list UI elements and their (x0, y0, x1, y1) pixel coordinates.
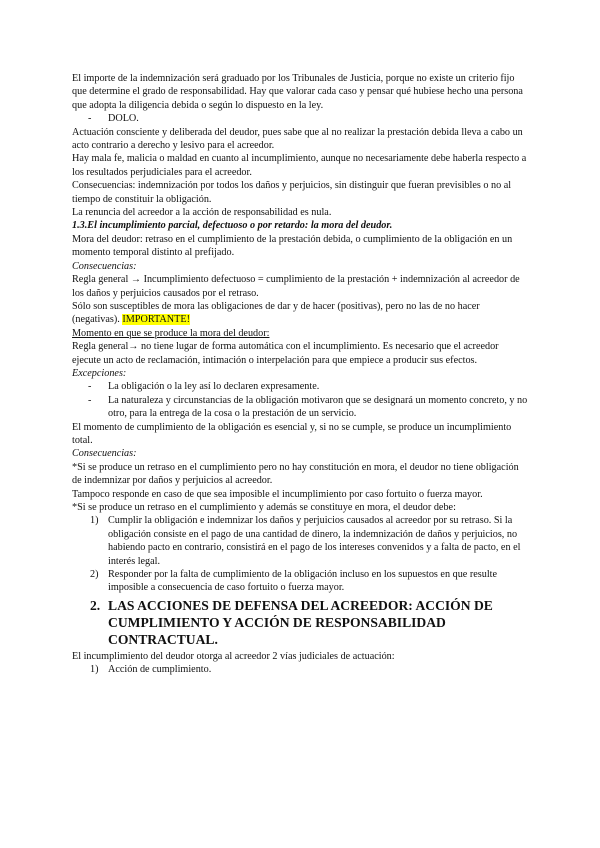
label-consecuencias-1: Consecuencias: (72, 260, 137, 272)
bullet-text: La naturaleza y circunstancias de la obligación motivaron que se designará un momento concreto, y no otro, para la entrega de la cosa o la prestación de un servicio. (108, 394, 528, 420)
bullet-text: DOLO. (108, 113, 139, 125)
numbered-item-3 (72, 663, 528, 676)
paragraph-regla-general-1: Regla general → Incumplimiento defectuoso = cumplimiento de la prestación + indemnización al acreedor de los daños y perjuicios causados por el retraso. (72, 274, 520, 299)
paragraph-tampoco: Tampoco responde en caso de que sea imposible el incumplimiento por caso fortuito o fuerza mayor. (72, 488, 483, 500)
paragraph-indemnizacion: El importe de la indemnización será graduado por los Tribunales de Justicia, porque no existe un criterio fijo que determine el grado de responsabilidad. Hay que valorar cada caso y pensar qué hubiese hecho una persona que adopta la diligencia debida o según lo dispuesto en la ley. (72, 73, 523, 111)
bullet-marker: - (88, 381, 92, 393)
numbered-item-1 (72, 514, 528, 568)
label-consecuencias-2: Consecuencias: (72, 448, 137, 460)
number-marker: 1) (90, 515, 99, 527)
heading-text: LAS ACCIONES DE DEFENSA DEL ACREEDOR: ACCIÓN DE CUMPLIMIENTO Y ACCIÓN DE RESPONSABILIDAD CONTRACTUAL. (108, 597, 493, 647)
bullet-marker: - (88, 113, 92, 125)
paragraph-regla-general-2: Regla general→ no tiene lugar de forma automática con el incumplimiento. Es necesario que el acreedor ejecute un acto de reclamación, intimación o interpelación para que empiece a producir sus efectos. (72, 341, 499, 366)
number-marker: 2) (90, 569, 99, 581)
paragraph-momento-esencial: El momento de cumplimiento de la obligación es esencial y, si no se cumple, se produce un incumplimiento total. (72, 421, 512, 446)
label-excepciones: Excepciones: (72, 367, 127, 379)
paragraph-mala-fe: Hay mala fe, malicia o maldad en cuanto al incumplimiento, aunque no necesariamente debe haberla respecto a los resultados perjudiciales para el acreedor. (72, 153, 527, 178)
bullet-dolo (72, 112, 528, 125)
numbered-text: Cumplir la obligación e indemnizar los daños y perjuicios causados al acreedor por su retraso. Si la obligación consiste en el pago de una cantidad de dinero, la indemnización de daños y perjuicios, no habiendo pacto en contrario, consistirá en el pago de los intereses convenidos y a falta de pacto, en el interés legal. (108, 515, 521, 567)
numbered-text: Acción de cumplimiento. (108, 664, 212, 676)
paragraph-sin-constitucion: *Si se produce un retraso en el cumplimiento pero no hay constitución en mora, el deudor no tiene obligación de indemnizar por daños y perjuicios al acreedor. (72, 461, 519, 487)
paragraph-mora: Mora del deudor: retraso en el cumplimiento de la prestación debida, o cumplimiento de la obligación en un momento temporal distinto al prefijado. (72, 233, 513, 259)
paragraph-con-constitucion: *Si se produce un retraso en el cumplimiento y además se constituye en mora, el deudor debe: (72, 502, 456, 513)
heading-1-3: 1.3.El incumplimiento parcial, defectuoso o por retardo: la mora del deudor. (72, 220, 393, 232)
importante-highlight: IMPORTANTE! (122, 314, 190, 326)
susceptibles-text: Sólo son susceptibles de mora las obligaciones de dar y de hacer (positivas), pero no las de no hacer (negativas). (72, 300, 480, 326)
bullet-marker: - (88, 394, 92, 406)
heading-number: 2. (90, 597, 101, 613)
heading-2 (72, 597, 528, 648)
paragraph-renuncia: La renuncia del acreedor a la acción de responsabilidad es nula. (72, 207, 332, 219)
heading-momento: Momento en que se produce la mora del deudor: (72, 327, 270, 339)
paragraph-susceptibles (72, 300, 528, 327)
numbered-item-2 (72, 568, 528, 595)
document-page (72, 72, 528, 677)
bullet-text: La obligación o la ley así lo declaren expresamente. (108, 381, 320, 393)
paragraph-consecuencias-dolo: Consecuencias: indemnización por todos los daños y perjuicios, sin distinguir que fueran previsibles o no al tiempo de constituir la obligación. (72, 180, 512, 205)
bullet-excepcion-2 (72, 394, 528, 421)
numbered-text: Responder por la falta de cumplimiento de la obligación incluso en los supuestos en que resulte imposible a consecuencia de caso fortuito o fuerza mayor. (108, 569, 498, 594)
paragraph-actuacion: Actuación consciente y deliberada del deudor, pues sabe que al no realizar la prestación debida lleva a cabo un acto contrario a derecho y lesivo para el acreedor. (72, 126, 523, 152)
bullet-excepcion-1 (72, 380, 528, 393)
number-marker: 1) (90, 664, 99, 676)
paragraph-vias: El incumplimiento del deudor otorga al acreedor 2 vías judiciales de actuación: (72, 650, 395, 662)
